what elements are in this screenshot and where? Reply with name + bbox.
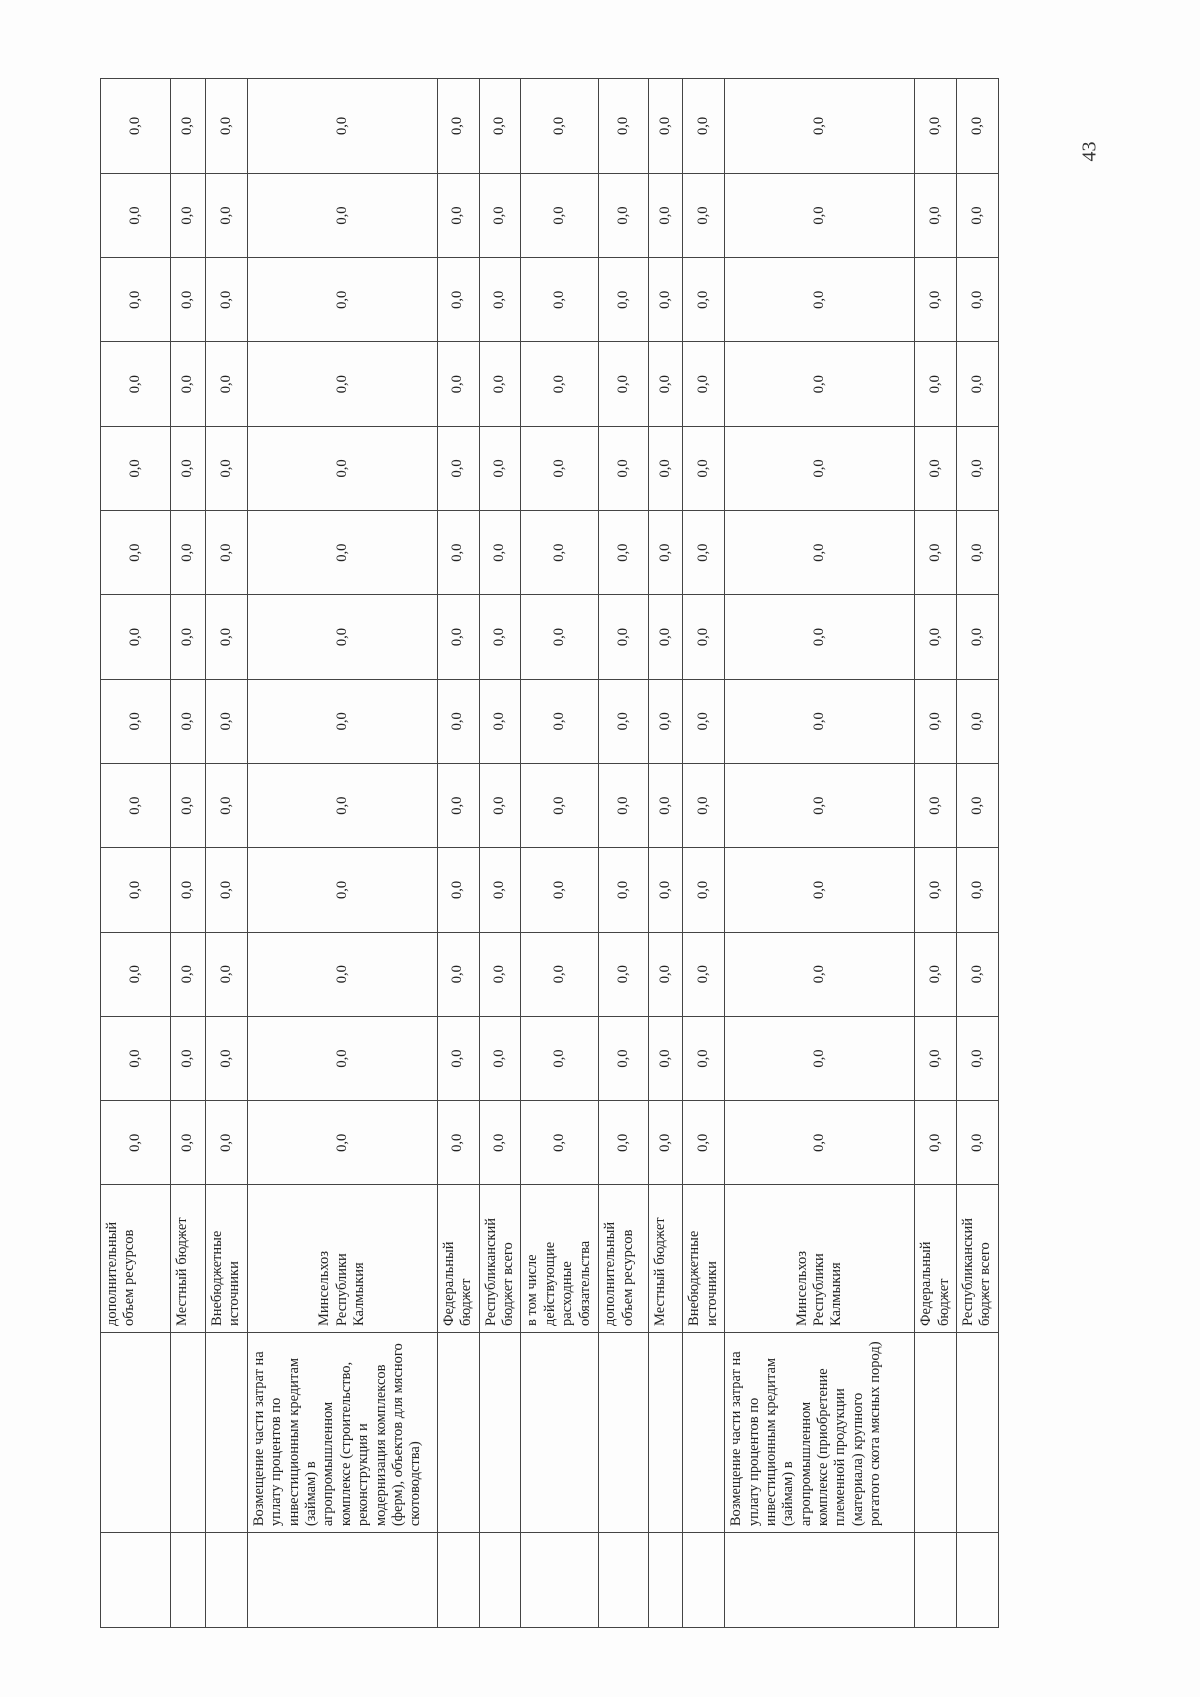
value-cell: 0,0 — [206, 763, 248, 847]
value-cell: 0,0 — [171, 932, 206, 1016]
value-cell: 0,0 — [649, 679, 683, 763]
funding-source-cell: Местный бюджет — [171, 1185, 206, 1333]
funding-source-cell: Внебюджетные источники — [206, 1185, 248, 1333]
value-cell: 0,0 — [479, 932, 521, 1016]
value-cell: 0,0 — [437, 932, 479, 1016]
table-row — [683, 79, 725, 1628]
measure-description-cell — [171, 1332, 206, 1532]
value-cell: 0,0 — [956, 79, 998, 174]
value-cell: 0,0 — [521, 173, 599, 257]
value-cell: 0,0 — [479, 342, 521, 426]
value-cell: 0,0 — [956, 1016, 998, 1100]
blank-cell — [915, 1533, 957, 1628]
value-cell: 0,0 — [171, 848, 206, 932]
value-cell: 0,0 — [683, 511, 725, 595]
blank-cell — [599, 1533, 649, 1628]
blank-cell — [171, 1533, 206, 1628]
value-cell: 0,0 — [206, 258, 248, 342]
value-cell: 0,0 — [479, 258, 521, 342]
value-cell: 0,0 — [206, 511, 248, 595]
value-cell: 0,0 — [171, 1101, 206, 1185]
value-cell: 0,0 — [683, 1101, 725, 1185]
table-row — [649, 79, 683, 1628]
value-cell: 0,0 — [649, 426, 683, 510]
value-cell: 0,0 — [915, 79, 957, 174]
value-cell: 0,0 — [521, 1101, 599, 1185]
rotated-table-container — [100, 78, 1050, 1628]
value-cell: 0,0 — [649, 1101, 683, 1185]
value-cell: 0,0 — [599, 1101, 649, 1185]
value-cell: 0,0 — [725, 511, 915, 595]
value-cell: 0,0 — [956, 342, 998, 426]
value-cell: 0,0 — [101, 173, 171, 257]
measure-description-cell — [956, 1332, 998, 1532]
measure-description-cell — [649, 1332, 683, 1532]
value-cell: 0,0 — [247, 426, 437, 510]
value-cell: 0,0 — [206, 342, 248, 426]
value-cell: 0,0 — [725, 763, 915, 847]
value-cell: 0,0 — [725, 79, 915, 174]
value-cell: 0,0 — [599, 595, 649, 679]
value-cell: 0,0 — [599, 763, 649, 847]
measure-description-cell — [521, 1332, 599, 1532]
value-cell: 0,0 — [956, 679, 998, 763]
value-cell: 0,0 — [915, 1101, 957, 1185]
table-row — [599, 79, 649, 1628]
value-cell: 0,0 — [479, 763, 521, 847]
value-cell: 0,0 — [479, 79, 521, 174]
value-cell: 0,0 — [915, 932, 957, 1016]
value-cell: 0,0 — [101, 1101, 171, 1185]
value-cell: 0,0 — [725, 173, 915, 257]
value-cell: 0,0 — [915, 426, 957, 510]
value-cell: 0,0 — [956, 763, 998, 847]
value-cell: 0,0 — [915, 511, 957, 595]
value-cell: 0,0 — [437, 342, 479, 426]
table-row — [956, 79, 998, 1628]
value-cell: 0,0 — [915, 342, 957, 426]
table-row — [247, 79, 437, 1628]
funding-source-cell: Федеральный бюджет — [437, 1185, 479, 1333]
measure-description-cell — [599, 1332, 649, 1532]
value-cell: 0,0 — [649, 932, 683, 1016]
value-cell: 0,0 — [725, 1101, 915, 1185]
value-cell: 0,0 — [437, 426, 479, 510]
funding-source-cell: Республиканский бюджет всего — [956, 1185, 998, 1333]
value-cell: 0,0 — [599, 79, 649, 174]
value-cell: 0,0 — [206, 595, 248, 679]
value-cell: 0,0 — [247, 1101, 437, 1185]
funding-source-cell: Республиканский бюджет всего — [479, 1185, 521, 1333]
value-cell: 0,0 — [437, 173, 479, 257]
value-cell: 0,0 — [101, 932, 171, 1016]
value-cell: 0,0 — [479, 848, 521, 932]
measure-description-cell — [915, 1332, 957, 1532]
value-cell: 0,0 — [915, 1016, 957, 1100]
value-cell: 0,0 — [521, 258, 599, 342]
blank-cell — [437, 1533, 479, 1628]
value-cell: 0,0 — [437, 595, 479, 679]
value-cell: 0,0 — [683, 932, 725, 1016]
value-cell: 0,0 — [479, 1016, 521, 1100]
value-cell: 0,0 — [599, 426, 649, 510]
value-cell: 0,0 — [206, 1016, 248, 1100]
value-cell: 0,0 — [171, 595, 206, 679]
value-cell: 0,0 — [725, 848, 915, 932]
value-cell: 0,0 — [101, 342, 171, 426]
measure-description-cell: Возмещение части затрат на уплату процентов по инвестиционным кредитам (займам) в агропромышленном комплексе (строительство, реконструкция и модернизация комплексов (ферм), объектов для мясного скотоводства) — [247, 1332, 437, 1532]
value-cell: 0,0 — [725, 1016, 915, 1100]
value-cell: 0,0 — [683, 426, 725, 510]
value-cell: 0,0 — [171, 763, 206, 847]
value-cell: 0,0 — [206, 932, 248, 1016]
value-cell: 0,0 — [956, 932, 998, 1016]
value-cell: 0,0 — [956, 848, 998, 932]
value-cell: 0,0 — [683, 763, 725, 847]
value-cell: 0,0 — [649, 511, 683, 595]
value-cell: 0,0 — [101, 848, 171, 932]
value-cell: 0,0 — [171, 79, 206, 174]
funding-source-cell: дополнительный объем ресурсов — [599, 1185, 649, 1333]
value-cell: 0,0 — [599, 932, 649, 1016]
value-cell: 0,0 — [649, 79, 683, 174]
value-cell: 0,0 — [521, 848, 599, 932]
value-cell: 0,0 — [437, 79, 479, 174]
value-cell: 0,0 — [915, 848, 957, 932]
blank-cell — [247, 1533, 437, 1628]
value-cell: 0,0 — [247, 79, 437, 174]
value-cell: 0,0 — [171, 426, 206, 510]
value-cell: 0,0 — [683, 342, 725, 426]
value-cell: 0,0 — [599, 511, 649, 595]
funding-source-cell: Минсельхоз Республики Калмыкия — [247, 1185, 437, 1333]
value-cell: 0,0 — [599, 258, 649, 342]
value-cell: 0,0 — [247, 595, 437, 679]
value-cell: 0,0 — [683, 173, 725, 257]
value-cell: 0,0 — [101, 763, 171, 847]
value-cell: 0,0 — [956, 511, 998, 595]
value-cell: 0,0 — [171, 342, 206, 426]
value-cell: 0,0 — [101, 679, 171, 763]
value-cell: 0,0 — [915, 679, 957, 763]
value-cell: 0,0 — [206, 79, 248, 174]
value-cell: 0,0 — [479, 511, 521, 595]
value-cell: 0,0 — [956, 595, 998, 679]
value-cell: 0,0 — [683, 848, 725, 932]
funding-source-cell: дополнительный объем ресурсов — [101, 1185, 171, 1333]
value-cell: 0,0 — [206, 1101, 248, 1185]
table-row — [171, 79, 206, 1628]
measure-description-cell — [101, 1332, 171, 1532]
value-cell: 0,0 — [683, 79, 725, 174]
value-cell: 0,0 — [247, 932, 437, 1016]
value-cell: 0,0 — [247, 342, 437, 426]
measure-description-cell — [479, 1332, 521, 1532]
blank-cell — [956, 1533, 998, 1628]
table-row — [521, 79, 599, 1628]
funding-source-cell: Местный бюджет — [649, 1185, 683, 1333]
value-cell: 0,0 — [956, 426, 998, 510]
funding-source-cell: в том числе действующие расходные обязательства — [521, 1185, 599, 1333]
value-cell: 0,0 — [206, 848, 248, 932]
value-cell: 0,0 — [649, 848, 683, 932]
measure-description-cell — [206, 1332, 248, 1532]
value-cell: 0,0 — [521, 1016, 599, 1100]
value-cell: 0,0 — [247, 679, 437, 763]
funding-source-cell: Минсельхоз Республики Калмыкия — [725, 1185, 915, 1333]
value-cell: 0,0 — [521, 932, 599, 1016]
value-cell: 0,0 — [599, 173, 649, 257]
value-cell: 0,0 — [171, 173, 206, 257]
value-cell: 0,0 — [247, 848, 437, 932]
blank-cell — [649, 1533, 683, 1628]
value-cell: 0,0 — [171, 258, 206, 342]
value-cell: 0,0 — [521, 679, 599, 763]
value-cell: 0,0 — [479, 679, 521, 763]
measure-description-cell — [683, 1332, 725, 1532]
value-cell: 0,0 — [915, 763, 957, 847]
value-cell: 0,0 — [171, 1016, 206, 1100]
value-cell: 0,0 — [725, 595, 915, 679]
value-cell: 0,0 — [649, 173, 683, 257]
value-cell: 0,0 — [206, 173, 248, 257]
value-cell: 0,0 — [725, 342, 915, 426]
value-cell: 0,0 — [437, 848, 479, 932]
value-cell: 0,0 — [683, 1016, 725, 1100]
value-cell: 0,0 — [437, 679, 479, 763]
value-cell: 0,0 — [683, 679, 725, 763]
value-cell: 0,0 — [521, 79, 599, 174]
value-cell: 0,0 — [247, 511, 437, 595]
value-cell: 0,0 — [479, 595, 521, 679]
funding-source-cell: Федеральный бюджет — [915, 1185, 957, 1333]
value-cell: 0,0 — [599, 342, 649, 426]
value-cell: 0,0 — [247, 1016, 437, 1100]
value-cell: 0,0 — [206, 679, 248, 763]
blank-cell — [521, 1533, 599, 1628]
measure-description-cell: Возмещение части затрат на уплату процентов по инвестиционным кредитам (займам) в агропромышленном комплексе (приобретение племенной продукции (материала) крупного рогатого скота мясных пород) — [725, 1332, 915, 1532]
table-row — [915, 79, 957, 1628]
value-cell: 0,0 — [437, 1016, 479, 1100]
value-cell: 0,0 — [521, 426, 599, 510]
blank-cell — [479, 1533, 521, 1628]
value-cell: 0,0 — [437, 763, 479, 847]
value-cell: 0,0 — [206, 426, 248, 510]
value-cell: 0,0 — [521, 763, 599, 847]
value-cell: 0,0 — [437, 1101, 479, 1185]
blank-cell — [683, 1533, 725, 1628]
value-cell: 0,0 — [247, 258, 437, 342]
value-cell: 0,0 — [101, 79, 171, 174]
value-cell: 0,0 — [101, 595, 171, 679]
value-cell: 0,0 — [101, 511, 171, 595]
value-cell: 0,0 — [599, 679, 649, 763]
value-cell: 0,0 — [479, 173, 521, 257]
table-row — [101, 79, 171, 1628]
value-cell: 0,0 — [101, 258, 171, 342]
value-cell: 0,0 — [649, 763, 683, 847]
value-cell: 0,0 — [649, 258, 683, 342]
value-cell: 0,0 — [521, 595, 599, 679]
value-cell: 0,0 — [101, 1016, 171, 1100]
value-cell: 0,0 — [915, 173, 957, 257]
table-row — [206, 79, 248, 1628]
value-cell: 0,0 — [599, 848, 649, 932]
value-cell: 0,0 — [649, 1016, 683, 1100]
value-cell: 0,0 — [479, 1101, 521, 1185]
budget-table — [100, 78, 999, 1628]
value-cell: 0,0 — [683, 595, 725, 679]
funding-source-cell: Внебюджетные источники — [683, 1185, 725, 1333]
value-cell: 0,0 — [956, 1101, 998, 1185]
value-cell: 0,0 — [247, 173, 437, 257]
value-cell: 0,0 — [599, 1016, 649, 1100]
value-cell: 0,0 — [725, 679, 915, 763]
value-cell: 0,0 — [915, 258, 957, 342]
value-cell: 0,0 — [956, 173, 998, 257]
blank-cell — [725, 1533, 915, 1628]
value-cell: 0,0 — [649, 342, 683, 426]
value-cell: 0,0 — [171, 511, 206, 595]
value-cell: 0,0 — [437, 258, 479, 342]
value-cell: 0,0 — [683, 258, 725, 342]
value-cell: 0,0 — [101, 426, 171, 510]
value-cell: 0,0 — [915, 595, 957, 679]
value-cell: 0,0 — [479, 426, 521, 510]
value-cell: 0,0 — [725, 932, 915, 1016]
value-cell: 0,0 — [171, 679, 206, 763]
value-cell: 0,0 — [725, 426, 915, 510]
value-cell: 0,0 — [521, 511, 599, 595]
value-cell: 0,0 — [247, 763, 437, 847]
table-row — [437, 79, 479, 1628]
value-cell: 0,0 — [956, 258, 998, 342]
blank-cell — [206, 1533, 248, 1628]
value-cell: 0,0 — [521, 342, 599, 426]
page-number: 43 — [1078, 141, 1101, 162]
table-row — [725, 79, 915, 1628]
blank-cell — [101, 1533, 171, 1628]
value-cell: 0,0 — [725, 258, 915, 342]
table-row — [479, 79, 521, 1628]
value-cell: 0,0 — [437, 511, 479, 595]
measure-description-cell — [437, 1332, 479, 1532]
value-cell: 0,0 — [649, 595, 683, 679]
